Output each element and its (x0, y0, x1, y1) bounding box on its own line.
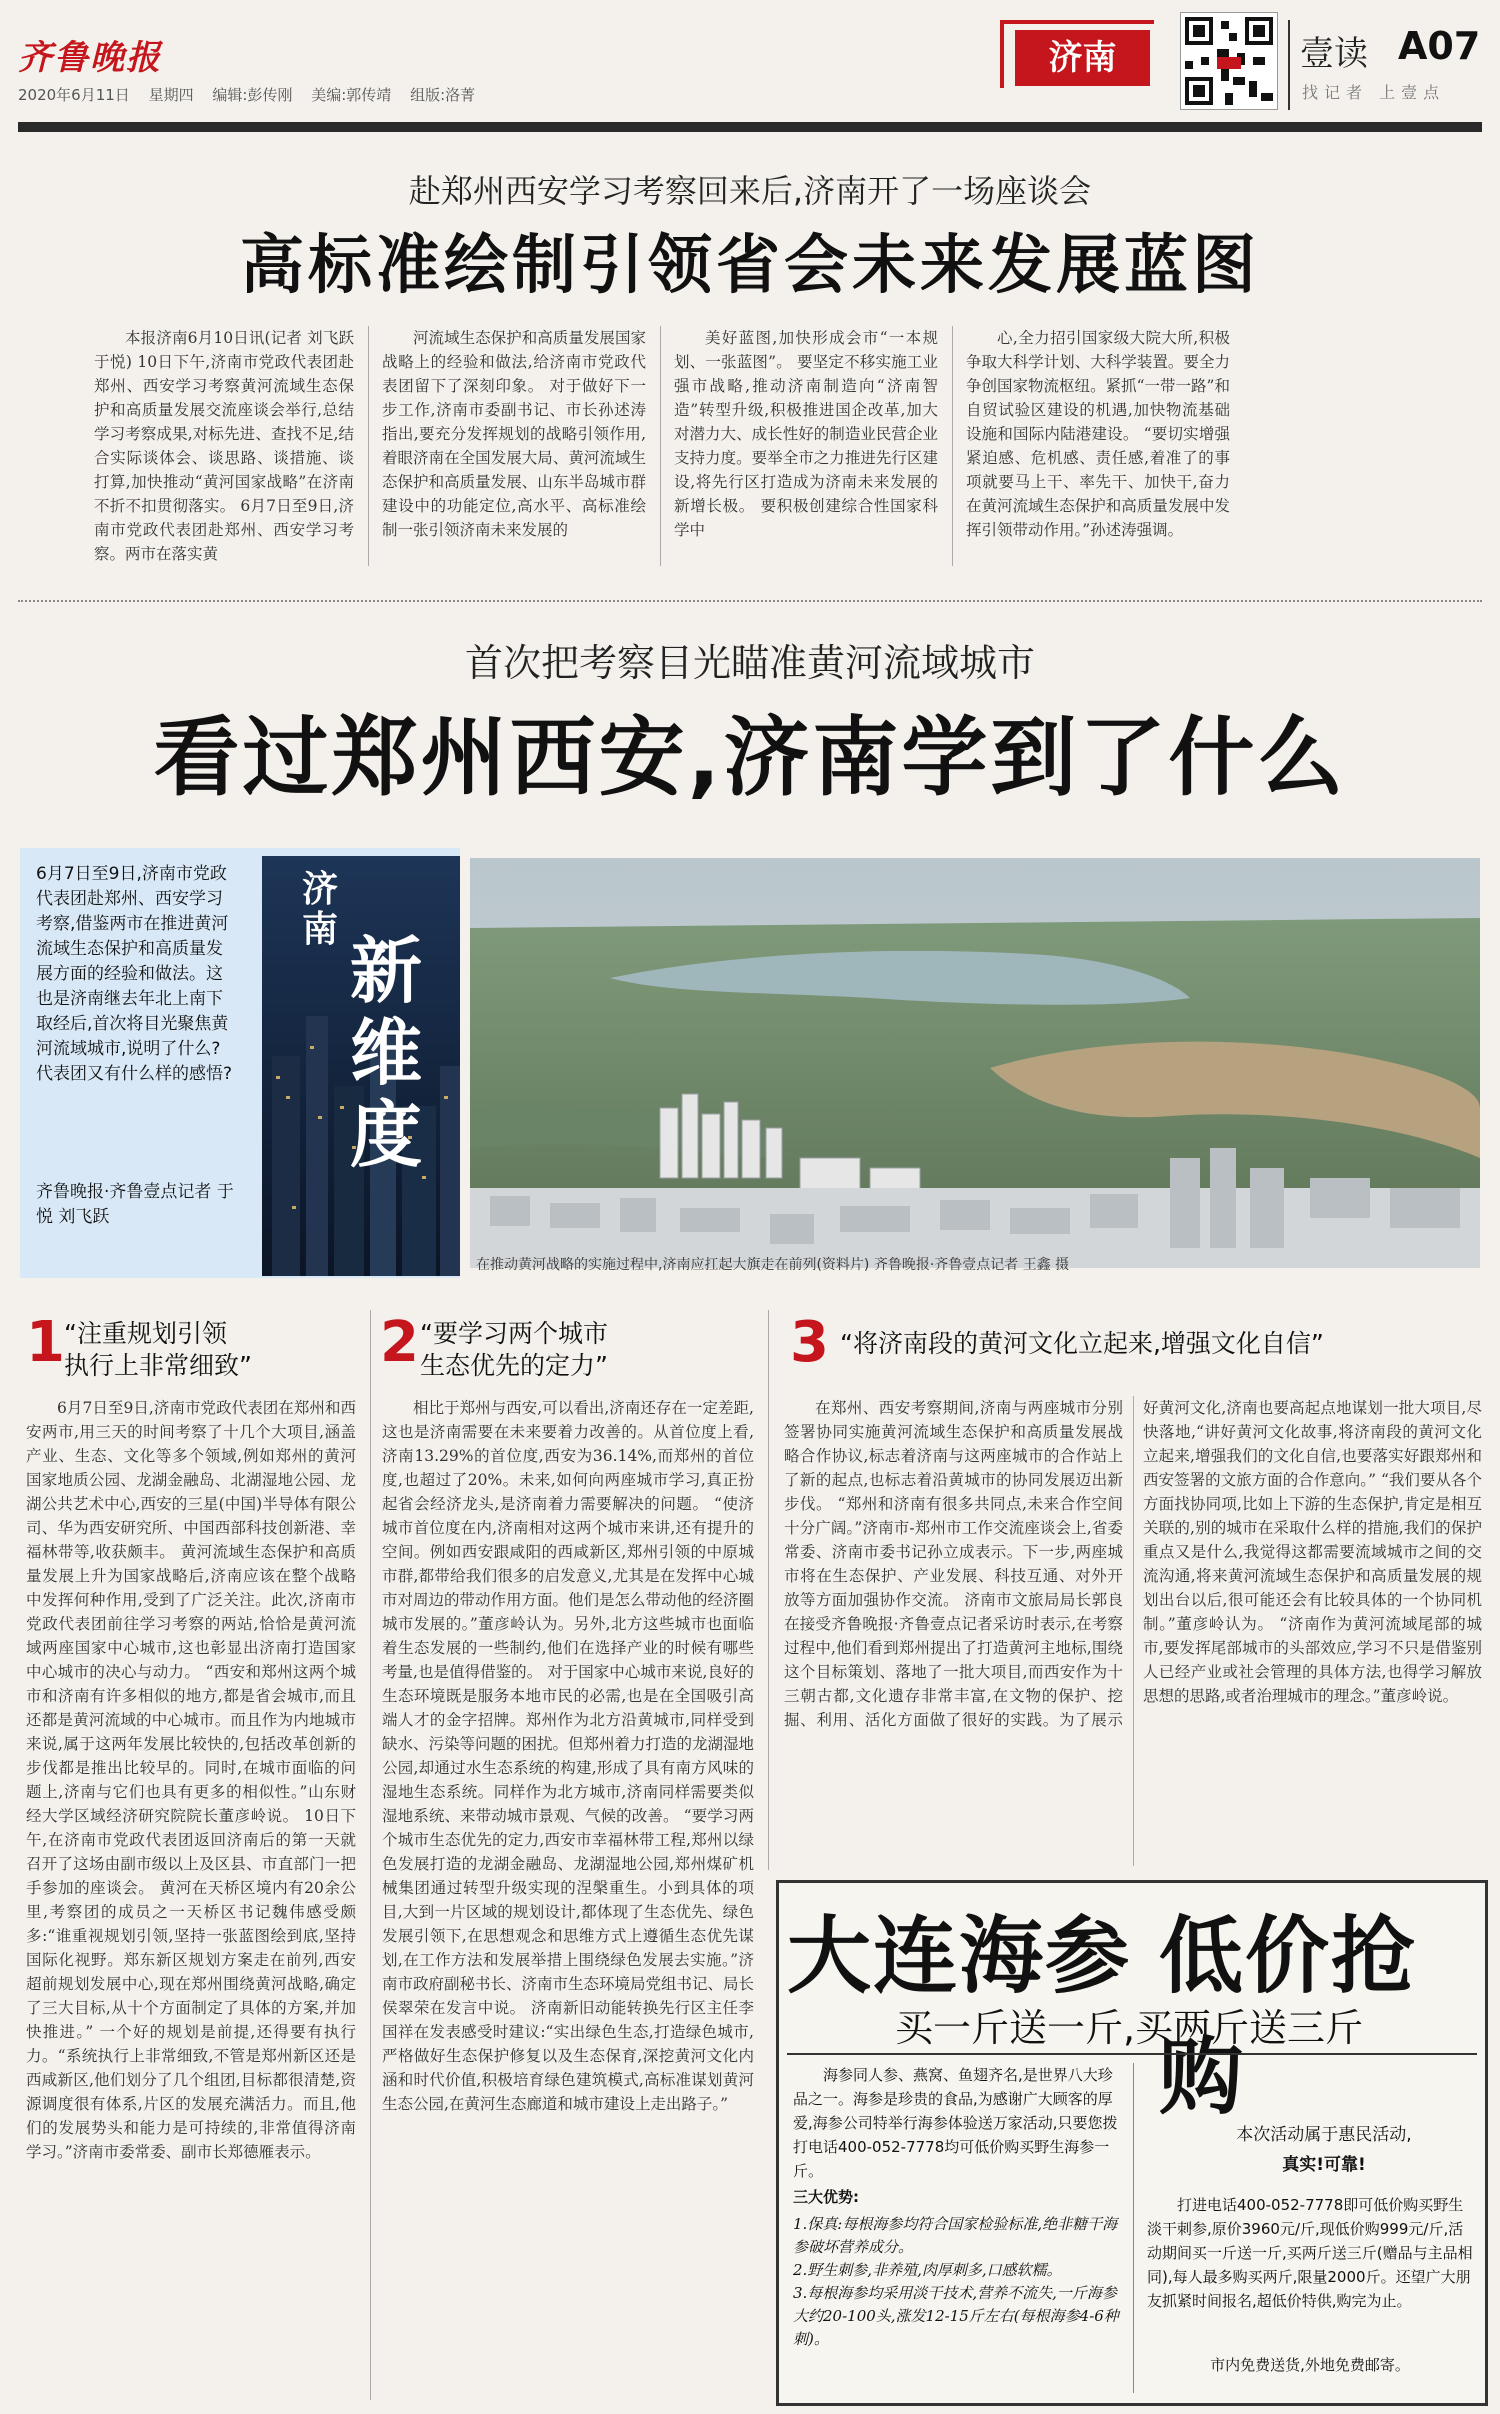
issue-date: 2020年6月11日 (18, 86, 130, 104)
edition-slogan: 找记者 上壹点 (1302, 83, 1446, 102)
issue-weekday: 星期四 (148, 86, 194, 104)
ad-advantage-item: 2.野生刺参,非养殖,肉厚刺多,口感软糯。 (793, 2261, 1062, 2279)
section-3-title: “将济南段的黄河文化立起来,增强文化自信” (840, 1329, 1324, 1358)
ad-subtitle: 买一斤送一斤,买两斤送三斤 (894, 2006, 1364, 2050)
article1-column-3 (674, 326, 938, 566)
ad-note-2: 真实!可靠! (1282, 2155, 1366, 2175)
section-2-text: 相比于郑州与西安,可以看出,济南还存在一定差距,这也是济南需要在未来要着力改善的。从首位度上看,济南13.29%的首位度,西安为36.14%,而郑州的首位度,也超过了20%。未来,如何向两座城市学习,真正扮起省会经济龙头,是济南着力需要解决的问题。 “使济城市首位度在内,济南相对这两个城市来讲,还有提升的空间。例如西安跟咸阳的西咸新区,郑州引领的中原城市群,都带给我们很多的启发意义,尤其是在发挥中心城市对周边的带动作用方面。他们是怎么带动他的经济圈城市发展的。”董彦岭认为。另外,北方这些城市也面临着生态发展的一些制约,他们在选择产业的时候有哪些考量,也是值得借鉴的。 对于国家中心城市来说,良好的生态环境既是服务本地市民的必需,也是在全国吸引高端人才的金字招牌。郑州作为北方沿黄城市,同样受到缺水、污染等问题的困扰。但郑州着力打造的龙湖湿地公园,却通过水生态系统的构建,形成了具有南方风味的湿地生态系统。同样作为北方城市,济南同样需要类似湿地系统、来带动城市景观、气候的改善。 “要学习两个城市生态优先的定力,西安市幸福林带工程,郑州以绿色发展打造的龙湖金融岛、龙湖湿地公园,郑州煤矿机械集团通过转型升级实现的涅槃重生。小到具体的项目,大到一片区域的规划设计,都体现了生态优先、绿色发展引领下,在思想观念和思维方式上遵循生态优先谋划,在工作方法和发展举措上围绕绿色发展去实施。”济南市政府副秘书长、济南市生态环境局党组书记、局长侯翠荣在发言中说。 济南新旧动能转换先行区主任李国祥在发表感受时建议:“实出绿色生态,打造绿色城市,严格做好生态保护修复以及生态保育,深挖黄河文化内涵和时代价值,积极培育绿色建筑模式,高标准谋划黄河生态公园,在黄河生态廊道和城市建设上走出路子。” (382, 1399, 754, 2113)
ad-column-divider (1133, 2063, 1134, 2393)
section-1-title-line-2: 执行上非常细致” (64, 1351, 252, 1380)
ad-note-1: 本次活动属于惠民活动, (1236, 2125, 1412, 2145)
edition-name: 壹读 (1300, 34, 1368, 74)
brand-label-large: 新 维 度 (350, 929, 423, 1177)
ad-advantages-title: 三大优势: (793, 2188, 859, 2206)
section-1-title-line-1: “注重规划引领 (64, 1319, 227, 1348)
ad-title-left: 大连海参 (787, 1907, 1132, 2005)
ad-advantage-item: 1.保真:每根海参均符合国家检验标准,绝非糖干海参破坏营养成分。 (793, 2215, 1118, 2256)
article2-headline: 看过郑州西安,济南学到了什么 (153, 708, 1347, 808)
sea-cucumber-ad (776, 1880, 1488, 2406)
article1-kicker: 赴郑州西安学习考察回来后,济南开了一场座谈会 (408, 172, 1092, 210)
editor-credit: 编辑:彭传刚 (212, 86, 293, 104)
article1-headline: 高标准绘制引领省会未来发展蓝图 (240, 229, 1260, 303)
column-divider (368, 326, 369, 566)
section-2-number: 2 (380, 1310, 419, 1375)
article1-column-2 (382, 326, 646, 566)
ad-offer: 打进电话400-052-7778即可低价购买野生淡干刺参,原价3960元/斤,现低价购999元/斤,活动期间买一斤送一斤,买两斤送三斤(赠品与主品相同),每人最多购买两斤,限量2000斤。还望广大朋友抓紧时间报名,超低价特供,购完为止。 (1147, 2196, 1473, 2310)
masthead-rule (18, 122, 1482, 132)
issue-meta (18, 84, 489, 105)
article-separator (18, 600, 1482, 602)
photo-caption: 在推动黄河战略的实施过程中,济南应扛起大旗走在前列(资料片) 齐鲁晚报·齐鲁壹点记者 王鑫 摄 (476, 1257, 1070, 1273)
article2-intro: 6月7日至9日,济南市党政代表团赴郑州、西安学习考察,借鉴两市在推进黄河流域生态保护和高质量发展方面的经验和做法。这也是济南继去年北上南下取经后,首次将目光聚焦黄河流域城市,说明了什么?代表团又有什么样的感悟? (36, 864, 233, 1084)
article2-byline: 齐鲁晚报·齐鲁壹点记者 于悦 刘飞跃 (36, 1182, 234, 1227)
section-3-body (784, 1396, 1482, 1866)
masthead-divider (1288, 20, 1290, 110)
article1-column-4 (966, 326, 1230, 566)
column-divider (370, 1310, 371, 2400)
article1-column-text: 美好蓝图,加快形成会市“一本规划、一张蓝图”。 要坚定不移实施工业强市战略,推动济南制造向“济南智造”转型升级,积极推进国企改革,加大对潜力大、成长性好的制造业民营企业支持力度。要举全市之力推进先行区建设,将先行区打造成为济南未来发展的新增长极。 要积极创建综合性国家科学中 (674, 329, 938, 539)
section-2-title-line-2: 生态优先的定力” (420, 1351, 608, 1380)
article1-column-text: 心,全力招引国家级大院大所,积极争取大科学计划、大科学装置。要全力争创国家物流枢纽。紧抓“一带一路”和自贸试验区建设的机遇,加快物流基础设施和国际内陆港建设。 “要切实增强紧迫感、危机感、责任感,着准了的事项就要马上干、率先干、加快干,奋力在黄河流域生态保护和高质量发展中发挥引领带动作用。”孙述涛强调。 (966, 329, 1230, 539)
section-1-number: 1 (26, 1310, 65, 1375)
column-divider (952, 326, 953, 566)
article1-column-text: 河流域生态保护和高质量发展国家战略上的经验和做法,给济南市党政代表团留下了深刻印象。 对于做好下一步工作,济南市委副书记、市长孙述涛指出,要充分发挥规划的战略引领作用,着眼济南在全国发展大局、黄河流域生态保护和高质量发展、山东半岛城市群建设中的功能定位,高水平、高标准绘制一张引领济南未来发展的 (382, 329, 646, 539)
yellow-river-photo (470, 858, 1480, 1268)
section-3-number: 3 (790, 1310, 829, 1375)
newspaper-logo: 齐鲁晚报 (18, 38, 162, 78)
qr-code-icon (1180, 12, 1278, 110)
section-tag: 济南 (1015, 30, 1150, 86)
section-3-text: 在郑州、西安考察期间,济南与两座城市分别签署协同实施黄河流域生态保护和高质量发展战略合作协议,标志着济南与这两座城市的合作站上了新的起点,也标志着沿黄城市的协同发展迈出新步伐。 “郑州和济南有很多共同点,未来合作空间十分广阔。”济南市-郑州市工作交流座谈会上,省委常委、济南市委书记孙立成表示。下一步,两座城市将在生态保护、产业发展、科技互通、对外开放等方面加强协作交流。 济南市文旅局局长郭良在接受齐鲁晚报·齐鲁壹点记者采访时表示,在考察过程中,他们看到郑州提出了打造黄河主地标,围绕这个目标策划、落地了一批大项目,而西安作为十三朝古都,文化遗存非常丰富,在文物的保护、挖掘、利用、活化方面做了很好的实践。为了展示好黄河文化,济南也要高起点地谋划一批大项目,尽快落地,“讲好黄河文化故事,将济南段的黄河文化立起来,增强我们的文化自信,也要落实好跟郑州和西安签署的文旅方面的合作意向。” “我们要从各个方面找协同项,比如上下游的生态保护,肯定是相互关联的,别的城市在采取什么样的措施,我们的保护重点又是什么,我觉得这都需要流域城市之间的交流沟通,将来黄河流域生态保护和高质量发展的规划出台以后,很可能还会有比较具体的一个协同机制。”董彦岭认为。 “济南作为黄河流域尾部的城市,要发挥尾部城市的头部效应,学习不只是借鉴别人已经产业或社会管理的具体方法,也得学习解放思想的思路,或者治理城市的理念。”董彦岭说。 (784, 1399, 1482, 1729)
page-number: A07 (1398, 24, 1481, 68)
section-1-title (64, 1318, 364, 1382)
section-2-title-line-1: “要学习两个城市 (420, 1319, 608, 1348)
ad-advantage-item: 3.每根海参均采用淡干技术,营养不流失,一斤海参大约20-100头,涨发12-15斤左右(每根海参4-6种刺)。 (793, 2284, 1119, 2348)
ad-title-right: 低价抢购 (1159, 1907, 1418, 2126)
ad-advantages-list (793, 2213, 1123, 2351)
ad-body: 海参同人参、燕窝、鱼翅齐名,是世界八大珍品之一。海参是珍贵的食品,为感谢广大顾客的厚爱,海参公司特举行海参体验送万家活动,只要您拨打电话400-052-7778均可低价购买野生海参一斤。 (793, 2066, 1118, 2180)
section-2-title (420, 1318, 750, 1382)
art-editor-credit: 美编:郭传靖 (311, 86, 392, 104)
ad-delivery: 市内免费送货,外地免费邮寄。 (1210, 2356, 1410, 2374)
column-divider (768, 1310, 769, 1870)
article2-kicker: 首次把考察目光瞄准黄河流域城市 (464, 641, 1035, 685)
brand-label-small: 济 南 (302, 869, 339, 950)
section-2-body (382, 1396, 754, 2396)
article1-column-text: 本报济南6月10日讯(记者 刘飞跃 于悦) 10日下午,济南市党政代表团赴郑州、西安学习考察黄河流域生态保护和高质量发展交流座谈会举行,总结学习考察成果,对标先进、查找不足,结合实际谈体会、谈思路、谈措施、谈打算,加快推动“黄河国家战略”在济南不折不扣贯彻落实。 6月7日至9日,济南市党政代表团赴郑州、西安学习考察。两市在落实黄 (94, 329, 354, 563)
section-1-text: 6月7日至9日,济南市党政代表团在郑州和西安两市,用三天的时间考察了十几个大项目,涵盖产业、生态、文化等多个领域,例如郑州的黄河国家地质公园、龙湖金融岛、北湖湿地公园、龙湖公共艺术中心,西安的三星(中国)半导体有限公司、华为西安研究所、中国西部科技创新港、幸福林带等,收获颇丰。 黄河流域生态保护和高质量发展上升为国家战略后,济南应该在整个战略中发挥何种作用,受到了广泛关注。此次,济南市党政代表团前往学习考察的两站,恰恰是黄河流域两座国家中心城市,这也彰显出济南打造国家中心城市的决心与动力。 “西安和郑州这两个城市和济南有许多相似的地方,都是省会城市,而且还都是黄河流域的中心城市。而且作为内地城市来说,属于这两年发展比较快的,包括改革创新的步伐都是推出比较早的。同时,在城市面临的问题上,济南与它们也具有更多的相似性。”山东财经大学区域经济研究院院长董彦岭说。 10日下午,在济南市党政代表团返回济南后的第一天就召开了这场由副市级以上及区县、市直部门一把手参加的座谈会。 黄河在天桥区境内有20余公里,考察团的成员之一天桥区书记魏伟感受颇多:“谁重视规划引领,坚持一张蓝图绘到底,坚持国际化视野。郑东新区规划方案走在前列,西安超前规划发展中心,现在郑州围绕黄河战略,确定了三大目标,从十个方面制定了具体的方案,并加快推进。” 一个好的规划是前提,还得要有执行力。“系统执行上非常细致,不管是郑州新区还是西咸新区,他们划分了几个组团,目标都很清楚,资源调度很有体系,片区的发展充满活力。而且,他们的发展势头和能力是可持续的,非常值得济南学习。”济南市委常委、副市长郑德雁表示。 (26, 1399, 356, 2161)
section-1-body (26, 1396, 356, 2396)
ad-divider (787, 2053, 1477, 2055)
layout-credit: 组版:洛菁 (410, 86, 476, 104)
column-divider (660, 326, 661, 566)
article1-column-1 (94, 326, 354, 566)
